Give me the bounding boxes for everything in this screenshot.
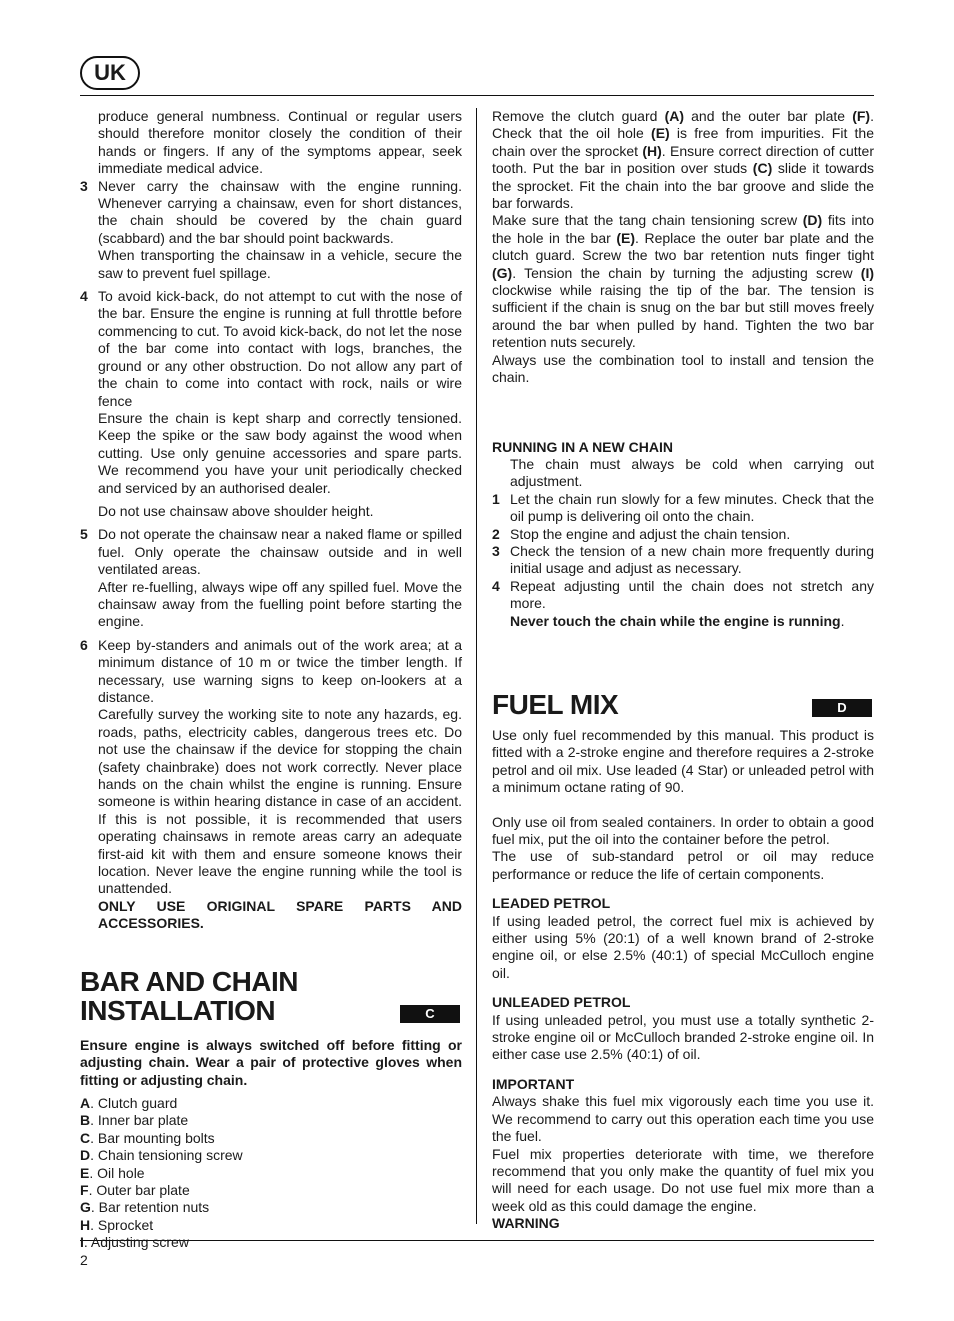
running-warning: Never touch the chain while the engine is running. xyxy=(510,612,845,629)
left-column xyxy=(80,108,462,1252)
item-paragraph: Do not operate the chainsaw near a naked flame or spilled fuel. Only operate the chainsaw outside and in well ventilated areas. xyxy=(98,526,462,578)
section-badge-c: C xyxy=(400,1005,460,1023)
item-paragraph: To avoid kick-back, do not attempt to cut with the nose of the bar. Ensure the engine is running at full throttle before commencing to cut. To avoid kick-back, do not let the nose of the bar come into contact with logs, branches, the ground or any other obstruction. Do not allow any part of the chain to come into contact with rock, nails or wire fence xyxy=(98,288,462,409)
unleaded-text: If using unleaded petrol, you must use a totally synthetic 2-stroke engine oil or McCulloch branded 2-stroke engine oil. In either case use 2.5% (40:1) of oil. xyxy=(492,1011,874,1063)
section-heading-bar-chain xyxy=(80,967,462,1025)
important-heading: IMPORTANT xyxy=(492,1075,575,1092)
item-paragraph: Do not use chainsaw above shoulder height. xyxy=(98,502,374,519)
running-intro: The chain must always be cold when carrying out adjustment. xyxy=(510,455,874,490)
safety-item-5 xyxy=(80,526,462,630)
section-heading-fuel-mix xyxy=(492,690,874,719)
fuel-paragraph-1: Use only fuel recommended by this manual. This product is fitted with a 2-stroke engine and therefore requires a 2-stroke petrol and oil mix. Use leaded (4 Star) or unleaded petrol with a minimum octane rating of 90. xyxy=(492,726,874,796)
spare-parts-note: ONLY USE ORIGINAL SPARE PARTS AND ACCESSORIES. xyxy=(98,897,462,932)
intro-paragraph: produce general numbness. Continual or regular users should therefore monitor closely the condition of their hands or fingers. If any of the symptoms appear, seek immediate medical advice. xyxy=(98,108,462,177)
column-divider xyxy=(476,108,477,1224)
item-number: 5 xyxy=(80,526,88,543)
running-step-2: 2 Stop the engine and adjust the chain tension. xyxy=(492,525,791,542)
legend-item: B. Inner bar plate xyxy=(80,1112,189,1129)
section-badge-d: D xyxy=(812,699,872,717)
item-paragraph: When transporting the chainsaw in a vehicle, secure the saw to prevent fuel spillage. xyxy=(98,247,462,281)
warning-heading: WARNING xyxy=(492,1215,560,1232)
legend-item: F. Outer bar plate xyxy=(80,1181,190,1198)
fuel-paragraph-3: The use of sub-standard petrol or oil may reduce performance or reduce the life of certain components. xyxy=(492,848,874,882)
item-number: 3 xyxy=(80,177,88,194)
install-paragraph-1: Remove the clutch guard (A) and the outer bar plate (F). Check that the oil hole (E) is free from impurities. Fit the chain over the sprocket (H). Ensure correct direction of cutter tooth. Put the bar in position over studs (C) slide it towards the sprocket. Fit the chain into the bar groove and slide the bar forwards. xyxy=(492,108,875,212)
legend-item: E. Oil hole xyxy=(80,1164,145,1181)
item-paragraph: Never carry the chainsaw with the engine running. Whenever carrying a chainsaw, even for short distances, the chain should be covered by the chain guard (scabbard) and the bar should point backwards. xyxy=(98,177,462,246)
item-paragraph: Carefully survey the working site to note any hazards, eg. roads, paths, electricity cables, dangerous trees etc. Do not use the chainsaw if the device for stopping the chain (safety chainbrake) does not work correctly. Never place hands on the chain whilst the engine is running. Ensure someone is within hearing distance in case of an accident. If this is not possible, it is recommended that users operating chainsaws in remote areas carry an adequate first-aid kit with them and ensure someone knows their location. Never leave the engine running while the tool is unattended. xyxy=(98,706,462,897)
page-number: 2 xyxy=(80,1252,88,1268)
item-number: 4 xyxy=(80,288,88,305)
safety-item-3 xyxy=(80,178,462,282)
parts-legend xyxy=(80,1095,462,1252)
important-text-1: Always shake this fuel mix vigorously each time you use it. We recommend to carry out this operation each time you use the fuel. xyxy=(492,1093,874,1145)
install-paragraph-2: Make sure that the tang chain tensioning screw (D) fits into the hole in the bar (E). Replace the outer bar plate and the clutch guard. Screw the two bar retention nuts finger tight (G). Tension the chain by turning the adjusting screw (I) clockwise while raising the tip of the bar. The tension is sufficient if the chain is snug on the bar but still moves freely around the bar when pulled by hand. Tighten the two bar retention nuts securely. xyxy=(492,212,874,351)
section-title-line1: BAR AND CHAIN xyxy=(80,965,299,997)
legend-item: G. Bar retention nuts xyxy=(80,1199,210,1216)
legend-item: A. Clutch guard xyxy=(80,1094,178,1111)
running-step-4: 4 Repeat adjusting until the chain does not stretch any more. xyxy=(492,577,874,612)
running-step-1: 1 Let the chain run slowly for a few minutes. Check that the oil pump is delivering oil onto the chain. xyxy=(492,490,874,525)
header-rule xyxy=(80,95,874,96)
item-number: 6 xyxy=(80,636,88,653)
right-column xyxy=(492,108,874,1233)
legend-item: H. Sprocket xyxy=(80,1216,154,1233)
unleaded-heading: UNLEADED PETROL xyxy=(492,994,631,1011)
install-paragraph-3: Always use the combination tool to install and tension the chain. xyxy=(492,351,874,386)
item-paragraph: Keep by-standers and animals out of the work area; at a minimum distance of 10 m or twice the timber length. If necessary, use warning signs to keep on-lookers at a distance. xyxy=(98,636,462,705)
leaded-heading: LEADED PETROL xyxy=(492,895,611,912)
item-paragraph: Ensure the chain is kept sharp and correctly tensioned. Keep the spike or the saw body against the wood when cutting. Use only genuine accessories and spare parts. We recommend you have your unit periodically checked and serviced by an authorised dealer. xyxy=(98,409,462,496)
safety-item-6 xyxy=(80,637,462,933)
item-paragraph: After re-fuelling, always wipe off any spilled fuel. Move the chainsaw away from the fuelling point before starting the engine. xyxy=(98,578,462,630)
legend-item: D. Chain tensioning screw xyxy=(80,1147,243,1164)
running-in-heading: RUNNING IN A NEW CHAIN xyxy=(492,438,673,455)
important-text-2: Fuel mix properties deteriorate with time, we therefore recommend that you only make the quantity of fuel mix you will need for each usage. Do not use fuel mix more than a week old as this could damage the engine. xyxy=(492,1145,874,1214)
safety-item-4 xyxy=(80,288,462,520)
language-label: UK xyxy=(94,60,126,85)
install-warning: Ensure engine is always switched off before fitting or adjusting chain. Wear a pair of protective gloves when fitting or adjusting chain. xyxy=(80,1036,462,1088)
legend-item: C. Bar mounting bolts xyxy=(80,1129,215,1146)
fuel-paragraph-2: Only use oil from sealed containers. In order to obtain a good fuel mix, put the oil into the container before the petrol. xyxy=(492,813,874,847)
fuel-mix-title: FUEL MIX xyxy=(492,688,619,720)
language-badge xyxy=(80,56,140,90)
running-step-3: 3 Check the tension of a new chain more frequently during initial usage and adjust as necessary. xyxy=(492,542,874,577)
leaded-text: If using leaded petrol, the correct fuel mix is achieved by either using 5% (20:1) of a well known brand of 2-stroke engine oil, or else 2.5% (40:1) of special McCulloch engine oil. xyxy=(492,912,874,981)
legend-item: I. Adjusting screw xyxy=(80,1234,189,1251)
section-title-line2: INSTALLATION xyxy=(80,994,276,1026)
